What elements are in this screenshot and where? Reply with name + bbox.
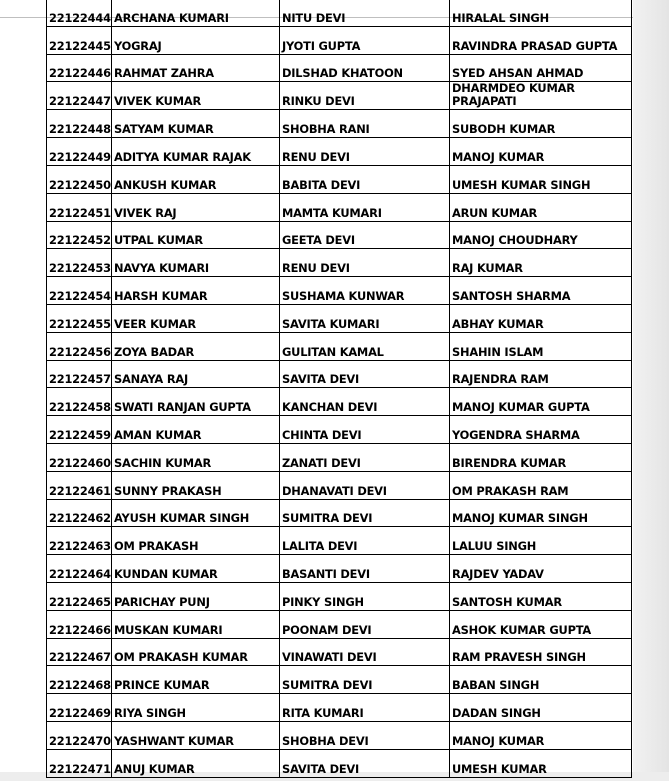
roll-number-cell: 22122469: [47, 694, 112, 722]
table-row: [47, 360, 632, 388]
table-row: [47, 54, 632, 82]
table-row: [47, 555, 632, 583]
table-row: [47, 221, 632, 249]
father-name-cell: MANOJ KUMAR: [450, 721, 632, 749]
father-name-cell: UMESH KUMAR SINGH: [450, 165, 632, 193]
mother-name-cell: JYOTI GUPTA: [280, 26, 450, 54]
table-row: [47, 610, 632, 638]
table-row: [47, 471, 632, 499]
roll-number-cell: 22122463: [47, 527, 112, 555]
table-row: [47, 82, 632, 110]
student-name-cell: NAVYA KUMARI: [112, 249, 280, 277]
roll-number-cell: 22122465: [47, 582, 112, 610]
father-name-cell: RAJ KUMAR: [450, 249, 632, 277]
table-row: [47, 416, 632, 444]
mother-name-cell: DHANAVATI DEVI: [280, 471, 450, 499]
father-name-cell: SHAHIN ISLAM: [450, 332, 632, 360]
father-name-cell: BABAN SINGH: [450, 666, 632, 694]
student-name-cell: ANKUSH KUMAR: [112, 165, 280, 193]
student-name-cell: YOGRAJ: [112, 26, 280, 54]
father-name-cell: OM PRAKASH RAM: [450, 471, 632, 499]
table-row: [47, 666, 632, 694]
mother-name-cell: RINKU DEVI: [280, 82, 450, 110]
student-name-cell: SWATI RANJAN GUPTA: [112, 388, 280, 416]
table-row: [47, 165, 632, 193]
student-name-cell: RIYA SINGH: [112, 694, 280, 722]
mother-name-cell: SHOBHA DEVI: [280, 721, 450, 749]
student-roll-table: [46, 0, 632, 778]
table-row: [47, 0, 632, 26]
father-name-cell: MANOJ KUMAR GUPTA: [450, 388, 632, 416]
student-name-cell: SANAYA RAJ: [112, 360, 280, 388]
roll-number-cell: 22122449: [47, 138, 112, 166]
father-name-cell: DHARMDEO KUMAR PRAJAPATI: [450, 82, 632, 110]
table-row: [47, 721, 632, 749]
father-name-cell: MANOJ CHOUDHARY: [450, 221, 632, 249]
table-row: [47, 499, 632, 527]
roll-number-cell: 22122466: [47, 610, 112, 638]
student-name-cell: VIVEK KUMAR: [112, 82, 280, 110]
mother-name-cell: LALITA DEVI: [280, 527, 450, 555]
roll-number-cell: 22122448: [47, 110, 112, 138]
table-row: [47, 110, 632, 138]
student-name-cell: AMAN KUMAR: [112, 416, 280, 444]
mother-name-cell: ZANATI DEVI: [280, 443, 450, 471]
father-name-cell: RAJDEV YADAV: [450, 555, 632, 583]
father-name-cell: RAVINDRA PRASAD GUPTA: [450, 26, 632, 54]
mother-name-cell: CHINTA DEVI: [280, 416, 450, 444]
roll-number-cell: 22122450: [47, 165, 112, 193]
father-name-cell: ABHAY KUMAR: [450, 304, 632, 332]
table-row: [47, 332, 632, 360]
roll-number-cell: 22122454: [47, 277, 112, 305]
mother-name-cell: POONAM DEVI: [280, 610, 450, 638]
table-row: [47, 304, 632, 332]
student-name-cell: ANUJ KUMAR: [112, 749, 280, 777]
student-name-cell: OM PRAKASH: [112, 527, 280, 555]
mother-name-cell: BABITA DEVI: [280, 165, 450, 193]
table-row: [47, 694, 632, 722]
mother-name-cell: BASANTI DEVI: [280, 555, 450, 583]
roll-number-cell: 22122468: [47, 666, 112, 694]
mother-name-cell: SAVITA DEVI: [280, 749, 450, 777]
father-name-cell: SANTOSH KUMAR: [450, 582, 632, 610]
student-name-cell: PRINCE KUMAR: [112, 666, 280, 694]
mother-name-cell: VINAWATI DEVI: [280, 638, 450, 666]
table-row: [47, 638, 632, 666]
father-name-cell: SANTOSH SHARMA: [450, 277, 632, 305]
father-name-cell: SYED AHSAN AHMAD: [450, 54, 632, 82]
student-name-cell: OM PRAKASH KUMAR: [112, 638, 280, 666]
table-row: [47, 193, 632, 221]
roll-number-cell: 22122462: [47, 499, 112, 527]
student-name-cell: SATYAM KUMAR: [112, 110, 280, 138]
table-row: [47, 26, 632, 54]
student-name-cell: YASHWANT KUMAR: [112, 721, 280, 749]
table-row: [47, 749, 632, 777]
father-name-cell: MANOJ KUMAR SINGH: [450, 499, 632, 527]
student-name-cell: HARSH KUMAR: [112, 277, 280, 305]
mother-name-cell: GULITAN KAMAL: [280, 332, 450, 360]
table-row: [47, 582, 632, 610]
student-name-cell: UTPAL KUMAR: [112, 221, 280, 249]
roll-number-cell: 22122455: [47, 304, 112, 332]
roll-number-cell: 22122458: [47, 388, 112, 416]
father-name-cell: YOGENDRA SHARMA: [450, 416, 632, 444]
roll-number-cell: 22122461: [47, 471, 112, 499]
student-name-cell: ARCHANA KUMARI: [112, 0, 280, 26]
table-row: [47, 138, 632, 166]
mother-name-cell: SUMITRA DEVI: [280, 666, 450, 694]
mother-name-cell: SAVITA KUMARI: [280, 304, 450, 332]
student-name-cell: SUNNY PRAKASH: [112, 471, 280, 499]
table-row: [47, 277, 632, 305]
roll-number-cell: 22122459: [47, 416, 112, 444]
student-name-cell: PARICHAY PUNJ: [112, 582, 280, 610]
roll-number-cell: 22122470: [47, 721, 112, 749]
roll-number-cell: 22122453: [47, 249, 112, 277]
father-name-cell: MANOJ KUMAR: [450, 138, 632, 166]
table-row: [47, 388, 632, 416]
roll-number-cell: 22122471: [47, 749, 112, 777]
table-row: [47, 249, 632, 277]
student-name-cell: VEER KUMAR: [112, 304, 280, 332]
father-name-cell: HIRALAL SINGH: [450, 0, 632, 26]
student-name-cell: MUSKAN KUMARI: [112, 610, 280, 638]
roll-number-cell: 22122447: [47, 82, 112, 110]
mother-name-cell: SUMITRA DEVI: [280, 499, 450, 527]
roll-number-cell: 22122460: [47, 443, 112, 471]
student-name-cell: ZOYA BADAR: [112, 332, 280, 360]
roll-number-cell: 22122464: [47, 555, 112, 583]
mother-name-cell: KANCHAN DEVI: [280, 388, 450, 416]
mother-name-cell: MAMTA KUMARI: [280, 193, 450, 221]
mother-name-cell: DILSHAD KHATOON: [280, 54, 450, 82]
roll-number-cell: 22122456: [47, 332, 112, 360]
student-name-cell: RAHMAT ZAHRA: [112, 54, 280, 82]
roll-number-cell: 22122444: [47, 0, 112, 26]
student-name-cell: KUNDAN KUMAR: [112, 555, 280, 583]
father-name-cell: DADAN SINGH: [450, 694, 632, 722]
mother-name-cell: RENU DEVI: [280, 138, 450, 166]
father-name-cell: RAJENDRA RAM: [450, 360, 632, 388]
father-name-cell: LALUU SINGH: [450, 527, 632, 555]
mother-name-cell: RENU DEVI: [280, 249, 450, 277]
student-name-cell: SACHIN KUMAR: [112, 443, 280, 471]
roll-number-cell: 22122446: [47, 54, 112, 82]
roll-number-cell: 22122457: [47, 360, 112, 388]
table-row: [47, 443, 632, 471]
student-name-cell: AYUSH KUMAR SINGH: [112, 499, 280, 527]
roll-number-cell: 22122445: [47, 26, 112, 54]
mother-name-cell: NITU DEVI: [280, 0, 450, 26]
student-name-cell: VIVEK RAJ: [112, 193, 280, 221]
student-name-cell: ADITYA KUMAR RAJAK: [112, 138, 280, 166]
mother-name-cell: SHOBHA RANI: [280, 110, 450, 138]
mother-name-cell: RITA KUMARI: [280, 694, 450, 722]
father-name-cell: ARUN KUMAR: [450, 193, 632, 221]
roll-number-cell: 22122467: [47, 638, 112, 666]
father-name-cell: BIRENDRA KUMAR: [450, 443, 632, 471]
roll-number-cell: 22122451: [47, 193, 112, 221]
mother-name-cell: SAVITA DEVI: [280, 360, 450, 388]
student-roll-body: [47, 0, 632, 777]
father-name-cell: UMESH KUMAR: [450, 749, 632, 777]
father-name-cell: SUBODH KUMAR: [450, 110, 632, 138]
father-name-cell: ASHOK KUMAR GUPTA: [450, 610, 632, 638]
table-row: [47, 527, 632, 555]
father-name-cell: RAM PRAVESH SINGH: [450, 638, 632, 666]
mother-name-cell: GEETA DEVI: [280, 221, 450, 249]
mother-name-cell: PINKY SINGH: [280, 582, 450, 610]
viewer-background-right: [633, 0, 669, 781]
roll-number-cell: 22122452: [47, 221, 112, 249]
mother-name-cell: SUSHAMA KUNWAR: [280, 277, 450, 305]
